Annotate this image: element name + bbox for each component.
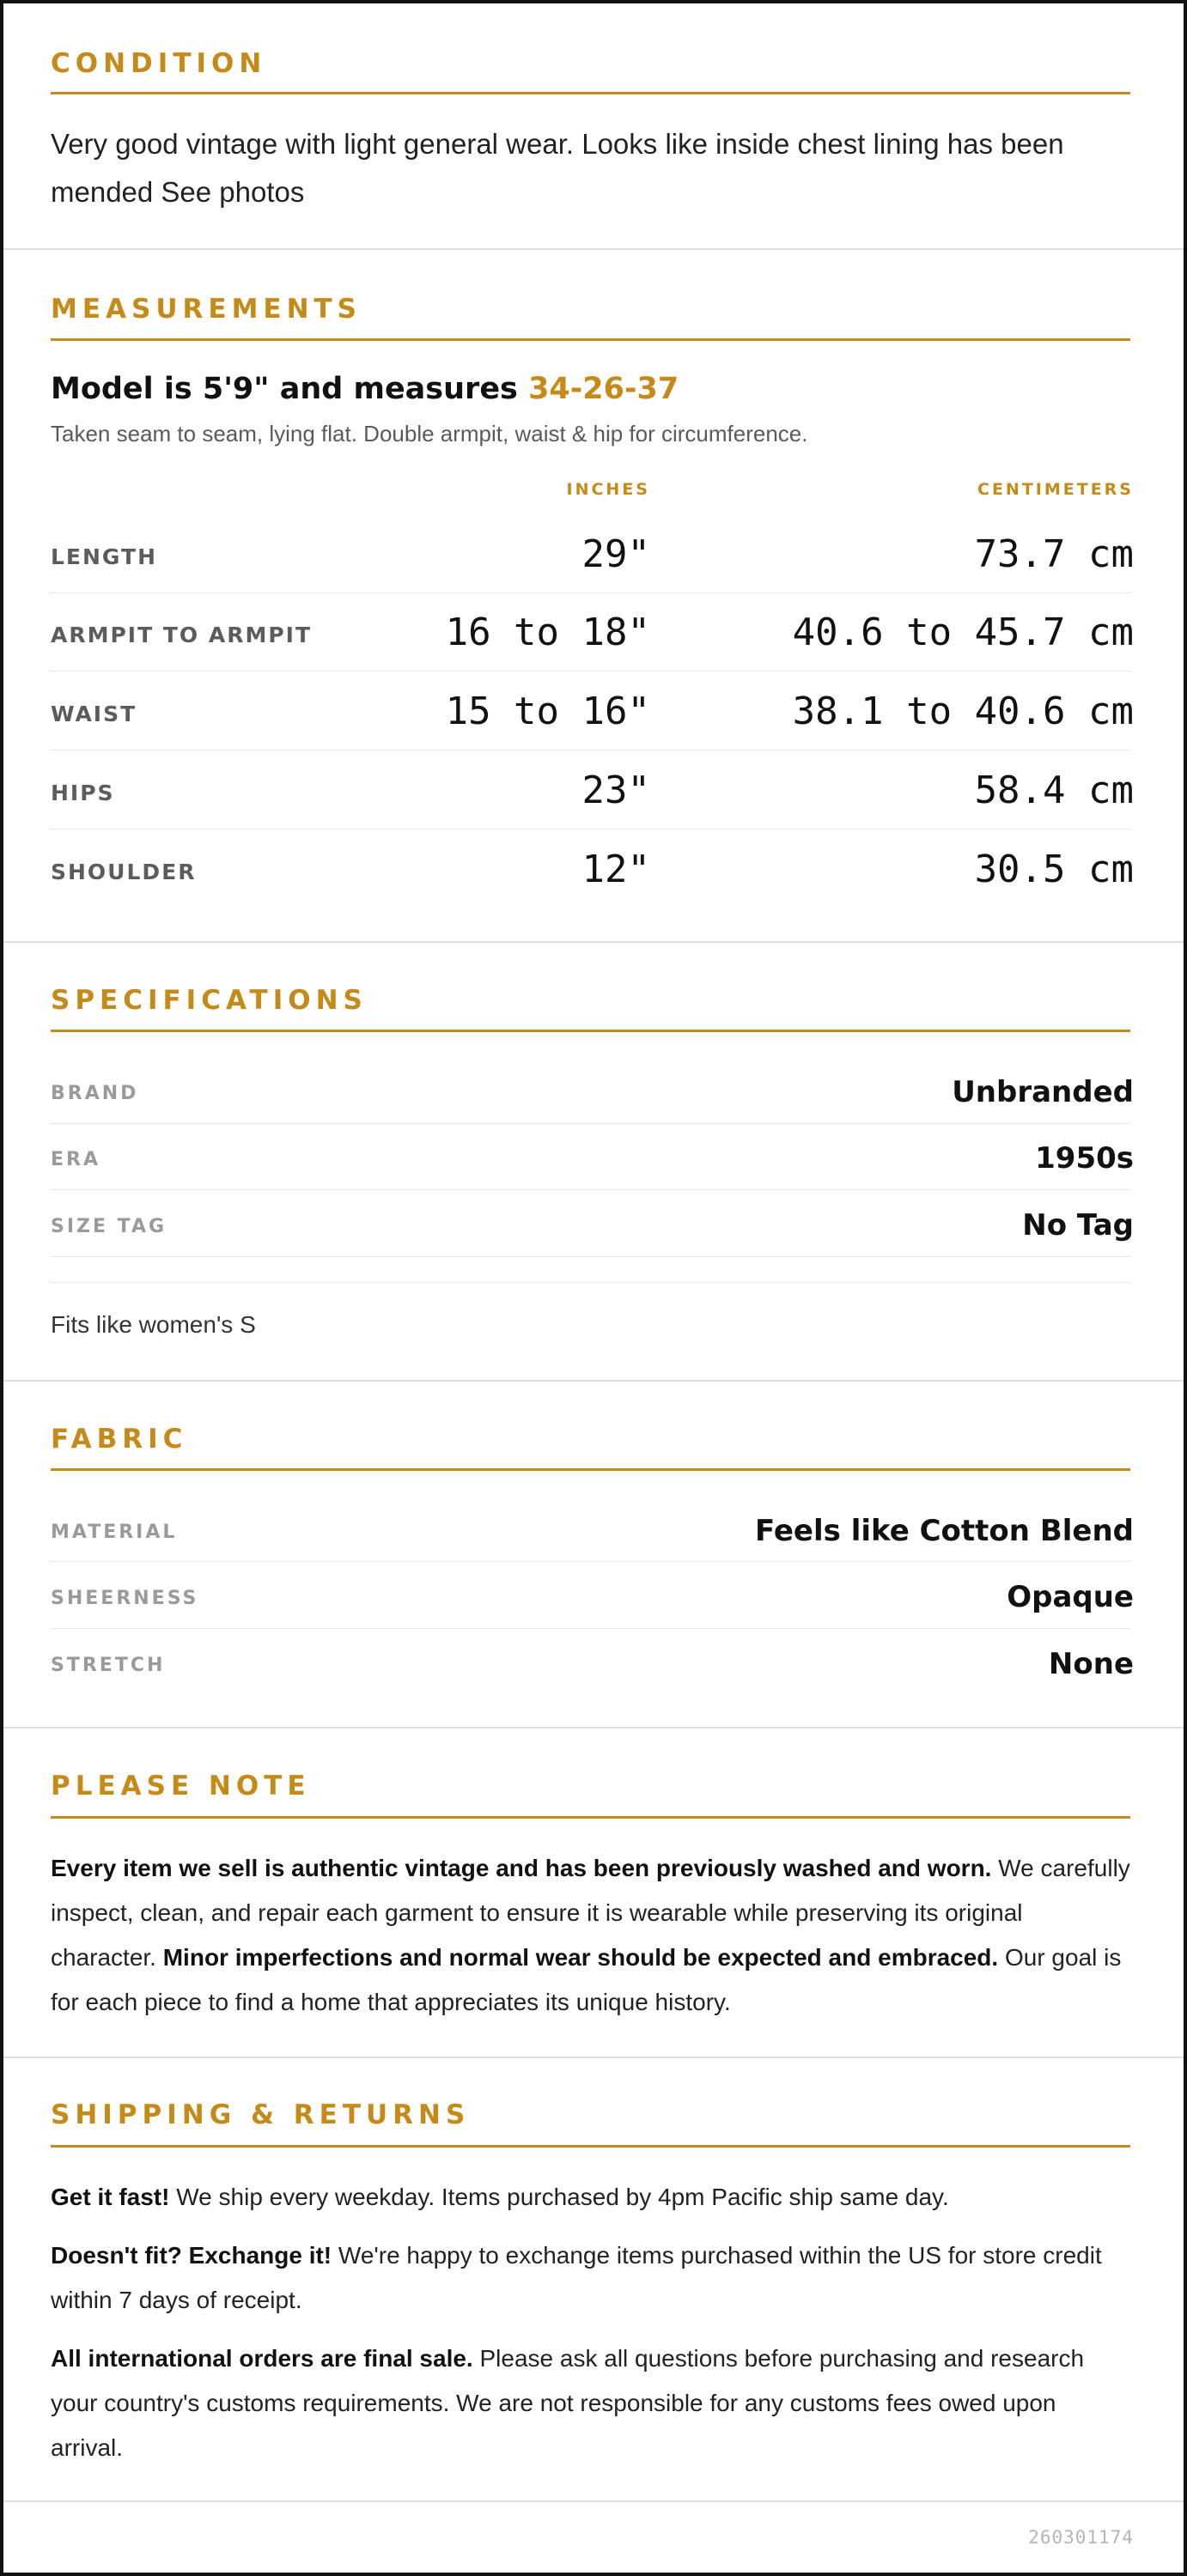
measurement-cm-shoulder: 30.5 cm — [974, 848, 1134, 891]
fabric-rule — [51, 1468, 1130, 1471]
fabric-value-material: Feels like Cotton Blend — [755, 1514, 1134, 1548]
inches-column-header: INCHES — [566, 480, 650, 499]
spec-label-size-tag: SIZE TAG — [51, 1216, 167, 1237]
measurements-note: Taken seam to seam, lying flat. Double armpit, waist & hip for circumference. — [51, 421, 808, 447]
shipping-bold-3: All international orders are final sale. — [51, 2345, 473, 2372]
row-divider — [51, 1256, 1130, 1257]
measurement-inches-armpit: 16 to 18" — [445, 611, 650, 654]
section-divider — [3, 2500, 1184, 2502]
section-divider — [3, 248, 1184, 250]
measurement-cm-armpit: 40.6 to 45.7 cm — [792, 611, 1134, 654]
specifications-heading: SPECIFICATIONS — [51, 985, 368, 1016]
shipping-text-3: Please ask all questions before purchasing and research your country's customs requirements. We are not responsible for any customs fees owed upon arrival. — [51, 2345, 1085, 2461]
measurements-heading: MEASUREMENTS — [51, 294, 362, 325]
shipping-text-1: We ship every weekday. Items purchased by 4pm Pacific ship same day. — [169, 2184, 949, 2210]
measurement-inches-waist: 15 to 16" — [445, 690, 650, 733]
section-divider — [3, 941, 1184, 943]
measurement-cm-hips: 58.4 cm — [974, 769, 1134, 812]
shipping-rule — [51, 2145, 1130, 2148]
fabric-label-material: MATERIAL — [51, 1522, 178, 1543]
measurement-label-waist: WAIST — [51, 702, 137, 726]
section-divider — [3, 1380, 1184, 1382]
please-note-bold-2: Minor imperfections and normal wear should be expected and embraced. — [162, 1944, 999, 1971]
model-measures-prefix: Model is 5'9" and measures — [51, 372, 518, 406]
fabric-value-sheerness: Opaque — [1007, 1580, 1134, 1614]
shipping-bold-1: Get it fast! — [51, 2184, 170, 2210]
shipping-paragraph-2 — [51, 2233, 1130, 2323]
fabric-label-sheerness: SHEERNESS — [51, 1588, 199, 1609]
row-divider — [51, 1282, 1130, 1283]
measurement-label-hips: HIPS — [51, 781, 115, 805]
row-divider — [51, 1189, 1130, 1190]
please-note-rule — [51, 1816, 1130, 1819]
model-measures-value: 34-26-37 — [528, 372, 679, 406]
spec-label-brand: BRAND — [51, 1083, 139, 1104]
section-divider — [3, 2057, 1184, 2058]
measurement-inches-length: 29" — [581, 532, 650, 576]
measurement-cm-waist: 38.1 to 40.6 cm — [792, 690, 1134, 733]
shipping-heading: SHIPPING & RETURNS — [51, 2099, 471, 2130]
specifications-rule — [51, 1030, 1130, 1032]
row-divider — [51, 1123, 1130, 1124]
model-measures-line — [51, 372, 679, 406]
shipping-text-2: We're happy to exchange items purchased within the US for store credit within 7 days of receipt. — [51, 2242, 1102, 2313]
fabric-label-stretch: STRETCH — [51, 1655, 166, 1676]
fit-note: Fits like women's S — [51, 1311, 256, 1338]
condition-rule — [51, 92, 1130, 94]
fabric-value-stretch: None — [1048, 1647, 1134, 1681]
shipping-bold-2: Doesn't fit? Exchange it! — [51, 2242, 332, 2269]
measurement-label-armpit: ARMPIT TO ARMPIT — [51, 623, 313, 647]
measurement-label-shoulder: SHOULDER — [51, 860, 197, 884]
measurement-inches-shoulder: 12" — [581, 848, 650, 891]
measurement-inches-hips: 23" — [581, 769, 650, 812]
measurement-label-length: LENGTH — [51, 544, 157, 569]
condition-text-line1: Very good vintage with light general wear. Looks like inside chest lining has been — [51, 128, 1064, 160]
row-divider — [51, 1561, 1130, 1562]
row-divider — [51, 592, 1130, 593]
row-divider — [51, 1628, 1130, 1629]
condition-text-line2: mended See photos — [51, 176, 305, 208]
please-note-text-2: Our goal is for each piece to find a home that appreciates its unique history. — [51, 1944, 1122, 2015]
spec-label-era: ERA — [51, 1149, 100, 1170]
please-note-bold-1: Every item we sell is authentic vintage and has been previously washed and worn. — [51, 1855, 992, 1881]
please-note-heading: PLEASE NOTE — [51, 1771, 311, 1801]
item-id: 260301174 — [1028, 2527, 1134, 2548]
measurements-rule — [51, 338, 1130, 341]
shipping-paragraph-1 — [51, 2175, 1130, 2220]
section-divider — [3, 1727, 1184, 1728]
please-note-paragraph — [51, 1846, 1130, 2025]
spec-value-size-tag: No Tag — [1022, 1208, 1134, 1242]
shipping-paragraph-3 — [51, 2336, 1130, 2470]
spec-value-era: 1950s — [1035, 1141, 1134, 1176]
fabric-heading: FABRIC — [51, 1424, 188, 1455]
condition-heading: CONDITION — [51, 48, 267, 79]
please-note-text-1: We carefully inspect, clean, and repair each garment to ensure it is wearable while preserving its original character. — [51, 1855, 1130, 1971]
centimeters-column-header: CENTIMETERS — [977, 480, 1134, 499]
spec-value-brand: Unbranded — [952, 1075, 1134, 1109]
measurement-cm-length: 73.7 cm — [974, 532, 1134, 576]
